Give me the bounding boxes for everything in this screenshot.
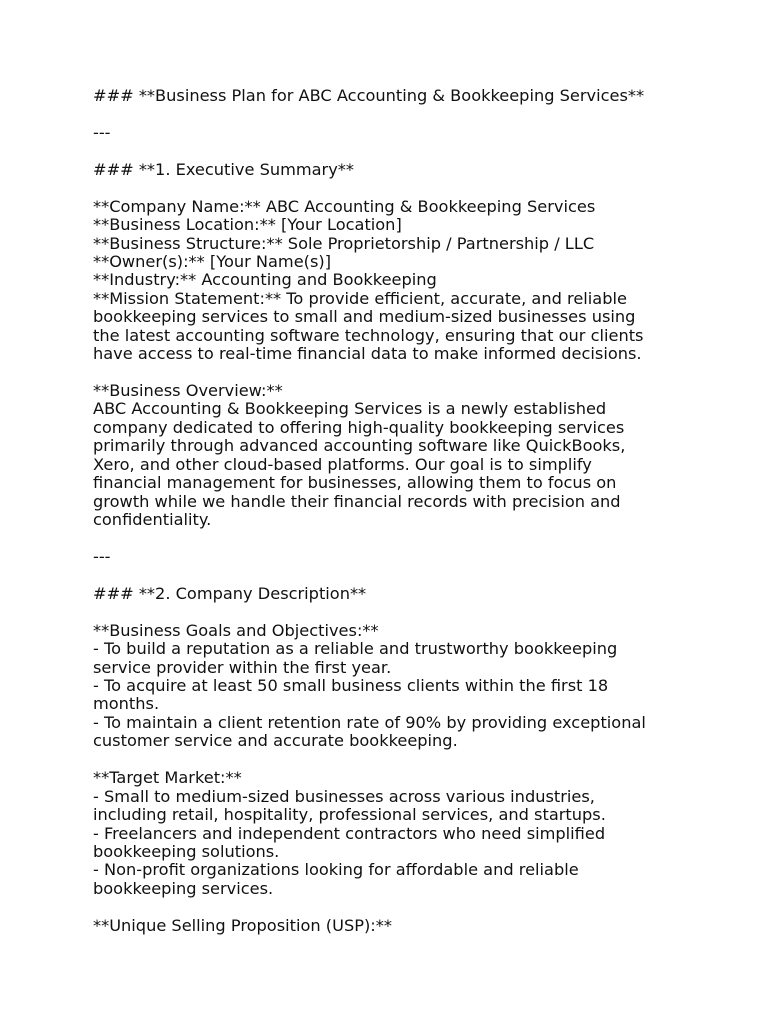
spacer [93, 364, 753, 382]
target-market-label: **Target Market:** [93, 768, 242, 788]
business-overview-line: Xero, and other cloud-based platforms. Our goal is to simplify [93, 454, 592, 474]
market-line: bookkeeping services. [93, 878, 274, 898]
field-company-name: **Company Name:** ABC Accounting & Bookkeeping Services [93, 196, 596, 216]
document-title: ### **Business Plan for ABC Accounting & Bookkeeping Services** [93, 86, 645, 105]
section-heading-company-description: ### **2. Company Description** [93, 583, 367, 603]
goals-line: service provider within the first year. [93, 657, 392, 677]
goals-line: - To build a reputation as a reliable and trustworthy bookkeeping [93, 639, 618, 659]
spacer [93, 530, 753, 548]
mission-statement-line: have access to real-time financial data to make informed decisions. [93, 344, 642, 364]
field-business-location: **Business Location:** [Your Location] [93, 215, 402, 235]
divider: --- [93, 546, 111, 566]
spacer [93, 142, 753, 160]
field-business-structure: **Business Structure:** Sole Proprietorship / Partnership / LLC [93, 233, 595, 253]
business-overview-line: ABC Accounting & Bookkeeping Services is a newly established [93, 399, 607, 419]
goals-line: - To maintain a client retention rate of 90% by providing exceptional [93, 712, 646, 732]
field-owners: **Owner(s):** [Your Name(s)] [93, 251, 332, 271]
market-line: - Freelancers and independent contractors who need simplified [93, 823, 606, 843]
goals-line: - To acquire at least 50 small business clients within the first 18 [93, 676, 609, 695]
business-overview-line: primarily through advanced accounting software like QuickBooks, [93, 436, 626, 456]
spacer [93, 179, 753, 197]
market-line: - Small to medium-sized businesses across various industries, [93, 786, 595, 806]
document-page [93, 87, 753, 935]
spacer [93, 566, 753, 584]
mission-statement-line: **Mission Statement:** To provide efficient, accurate, and reliable [93, 288, 627, 308]
usp-label: **Unique Selling Proposition (USP):** [93, 915, 392, 935]
business-goals-label: **Business Goals and Objectives:** [93, 620, 379, 640]
business-overview-line: confidentiality. [93, 510, 212, 530]
spacer [93, 603, 753, 621]
goals-line: months. [93, 694, 160, 714]
spacer [93, 105, 753, 123]
mission-statement-line: bookkeeping services to small and medium-sized businesses using [93, 307, 636, 327]
business-overview-line: company dedicated to offering high-quality bookkeeping services [93, 417, 625, 437]
market-line: including retail, hospitality, professional services, and startups. [93, 805, 606, 825]
market-line: bookkeeping solutions. [93, 841, 280, 861]
business-overview-line: financial management for businesses, allowing them to focus on [93, 473, 617, 493]
spacer [93, 898, 753, 916]
section-heading-executive-summary: ### **1. Executive Summary** [93, 159, 354, 179]
business-overview-label: **Business Overview:** [93, 381, 283, 400]
business-overview-line: growth while we handle their financial records with precision and [93, 491, 621, 511]
field-industry: **Industry:** Accounting and Bookkeeping [93, 270, 437, 290]
goals-line: customer service and accurate bookkeeping. [93, 731, 458, 751]
market-line: - Non-profit organizations looking for affordable and reliable [93, 860, 579, 880]
spacer [93, 751, 753, 769]
mission-statement-line: the latest accounting software technology, ensuring that our clients [93, 325, 644, 345]
divider: --- [93, 122, 111, 142]
